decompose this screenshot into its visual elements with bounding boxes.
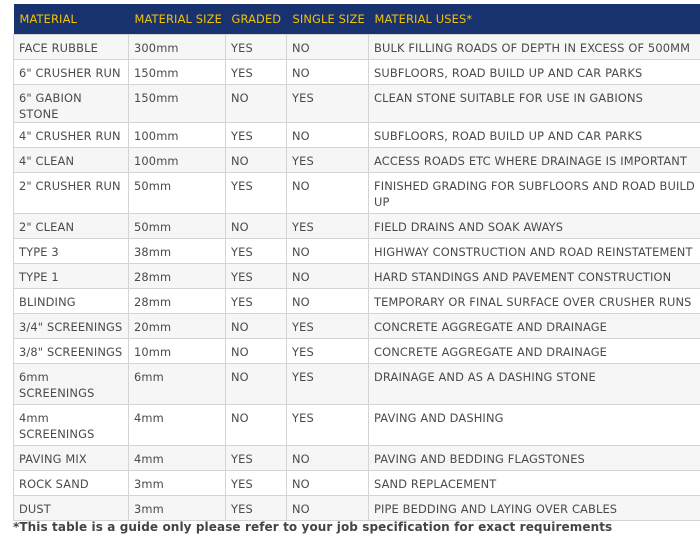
cell-size: 100mm: [129, 147, 226, 172]
header-row: [14, 4, 700, 34]
cell-single-size: NO: [287, 495, 369, 520]
cell-graded: YES: [226, 238, 287, 263]
cell-single-size: YES: [287, 213, 369, 238]
cell-material: 3/4" SCREENINGS: [14, 313, 129, 338]
cell-size: 28mm: [129, 263, 226, 288]
cell-graded: NO: [226, 363, 287, 404]
cell-material: FACE RUBBLE: [14, 34, 129, 59]
cell-uses: DRAINAGE AND AS A DASHING STONE: [369, 363, 700, 404]
cell-size: 50mm: [129, 172, 226, 213]
table-row: [14, 495, 700, 520]
cell-material: 4" CRUSHER RUN: [14, 122, 129, 147]
table-row: [14, 172, 700, 213]
cell-material: 3/8" SCREENINGS: [14, 338, 129, 363]
cell-uses: HIGHWAY CONSTRUCTION AND ROAD REINSTATEMENT: [369, 238, 700, 263]
cell-size: 150mm: [129, 84, 226, 122]
cell-size: 20mm: [129, 313, 226, 338]
cell-material: DUST: [14, 495, 129, 520]
cell-material: 4" CLEAN: [14, 147, 129, 172]
cell-graded: YES: [226, 288, 287, 313]
cell-material: 6" GABION STONE: [14, 84, 129, 122]
cell-material: 4mm SCREENINGS: [14, 404, 129, 445]
cell-graded: YES: [226, 34, 287, 59]
cell-uses: SAND REPLACEMENT: [369, 470, 700, 495]
cell-single-size: NO: [287, 238, 369, 263]
table-row: [14, 445, 700, 470]
cell-uses: SUBFLOORS, ROAD BUILD UP AND CAR PARKS: [369, 59, 700, 84]
cell-single-size: NO: [287, 445, 369, 470]
cell-material: BLINDING: [14, 288, 129, 313]
table-row: [14, 363, 700, 404]
cell-uses: PAVING AND BEDDING FLAGSTONES: [369, 445, 700, 470]
cell-graded: YES: [226, 172, 287, 213]
table-row: [14, 122, 700, 147]
header-graded: GRADED: [231, 11, 282, 26]
cell-material: 6mm SCREENINGS: [14, 363, 129, 404]
cell-size: 100mm: [129, 122, 226, 147]
table-row: [14, 238, 700, 263]
cell-graded: NO: [226, 213, 287, 238]
cell-uses: BULK FILLING ROADS OF DEPTH IN EXCESS OF 500MM: [369, 34, 700, 59]
cell-size: 28mm: [129, 288, 226, 313]
cell-graded: NO: [226, 404, 287, 445]
table-row: [14, 288, 700, 313]
cell-uses: CONCRETE AGGREGATE AND DRAINAGE: [369, 313, 700, 338]
cell-single-size: NO: [287, 263, 369, 288]
cell-graded: YES: [226, 59, 287, 84]
cell-single-size: NO: [287, 34, 369, 59]
cell-uses: FIELD DRAINS AND SOAK AWAYS: [369, 213, 700, 238]
cell-uses: FINISHED GRADING FOR SUBFLOORS AND ROAD BUILD UP: [369, 172, 700, 213]
cell-single-size: NO: [287, 288, 369, 313]
cell-material: TYPE 3: [14, 238, 129, 263]
cell-single-size: YES: [287, 84, 369, 122]
table-row: [14, 213, 700, 238]
cell-graded: YES: [226, 470, 287, 495]
cell-single-size: YES: [287, 313, 369, 338]
table-row: [14, 313, 700, 338]
cell-size: 4mm: [129, 404, 226, 445]
table-row: [14, 470, 700, 495]
cell-material: 2" CLEAN: [14, 213, 129, 238]
cell-graded: NO: [226, 84, 287, 122]
cell-material: TYPE 1: [14, 263, 129, 288]
cell-graded: NO: [226, 338, 287, 363]
cell-single-size: YES: [287, 363, 369, 404]
cell-graded: NO: [226, 313, 287, 338]
cell-graded: NO: [226, 147, 287, 172]
cell-single-size: YES: [287, 338, 369, 363]
material-table: [13, 4, 700, 521]
cell-graded: YES: [226, 263, 287, 288]
header-single-size: SINGLE SIZE: [292, 11, 365, 26]
table-body: [14, 34, 700, 520]
cell-single-size: NO: [287, 172, 369, 213]
cell-uses: PIPE BEDDING AND LAYING OVER CABLES: [369, 495, 700, 520]
footnote: *This table is a guide only please refer to your job specification for exact requirements: [13, 520, 613, 534]
cell-uses: TEMPORARY OR FINAL SURFACE OVER CRUSHER RUNS: [369, 288, 700, 313]
cell-single-size: NO: [287, 470, 369, 495]
cell-graded: YES: [226, 495, 287, 520]
cell-uses: HARD STANDINGS AND PAVEMENT CONSTRUCTION: [369, 263, 700, 288]
cell-single-size: YES: [287, 404, 369, 445]
cell-size: 3mm: [129, 495, 226, 520]
cell-uses: ACCESS ROADS ETC WHERE DRAINAGE IS IMPORTANT: [369, 147, 700, 172]
cell-size: 300mm: [129, 34, 226, 59]
cell-size: 10mm: [129, 338, 226, 363]
cell-material: 6" CRUSHER RUN: [14, 59, 129, 84]
header-material-uses: MATERIAL USES*: [374, 11, 473, 26]
cell-size: 50mm: [129, 213, 226, 238]
cell-single-size: NO: [287, 122, 369, 147]
cell-uses: CONCRETE AGGREGATE AND DRAINAGE: [369, 338, 700, 363]
table-row: [14, 59, 700, 84]
cell-size: 38mm: [129, 238, 226, 263]
header-material-size: MATERIAL SIZE: [134, 11, 222, 26]
cell-uses: PAVING AND DASHING: [369, 404, 700, 445]
cell-graded: YES: [226, 122, 287, 147]
table-row: [14, 338, 700, 363]
cell-size: 150mm: [129, 59, 226, 84]
cell-size: 3mm: [129, 470, 226, 495]
table-row: [14, 34, 700, 59]
table-row: [14, 147, 700, 172]
cell-single-size: YES: [287, 147, 369, 172]
header-material: MATERIAL: [19, 11, 78, 26]
cell-graded: YES: [226, 445, 287, 470]
table-header: [14, 4, 700, 34]
cell-uses: SUBFLOORS, ROAD BUILD UP AND CAR PARKS: [369, 122, 700, 147]
cell-single-size: NO: [287, 59, 369, 84]
table-row: [14, 404, 700, 445]
cell-material: ROCK SAND: [14, 470, 129, 495]
cell-material: PAVING MIX: [14, 445, 129, 470]
cell-size: 4mm: [129, 445, 226, 470]
cell-size: 6mm: [129, 363, 226, 404]
table-row: [14, 263, 700, 288]
cell-uses: CLEAN STONE SUITABLE FOR USE IN GABIONS: [369, 84, 700, 122]
cell-material: 2" CRUSHER RUN: [14, 172, 129, 213]
table-row: [14, 84, 700, 122]
